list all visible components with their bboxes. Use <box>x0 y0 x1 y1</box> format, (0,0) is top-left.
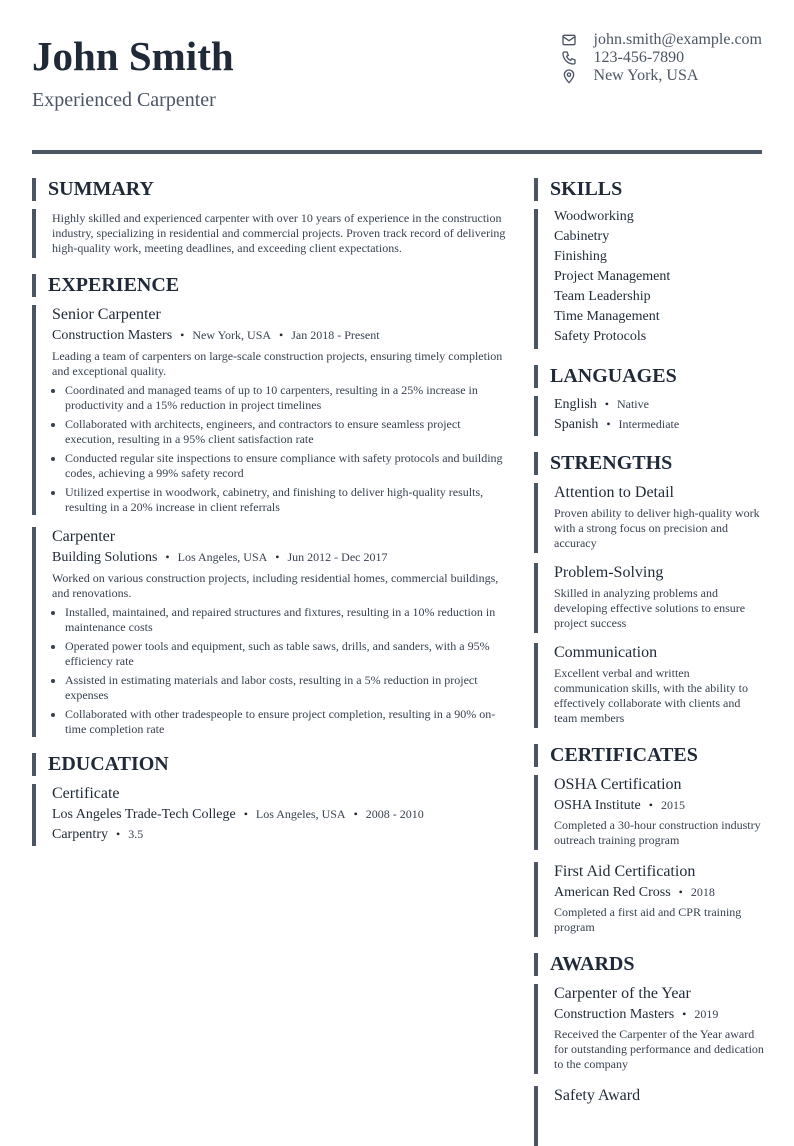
job-description: Worked on various construction projects, including residential homes, commercial buildings, and renovations. <box>52 571 499 600</box>
separator: • <box>275 550 280 564</box>
job-title: Carpenter <box>52 528 116 545</box>
skill-item: Project Management <box>554 269 671 284</box>
strength-title: Problem-Solving <box>554 564 664 581</box>
education-field-row <box>52 826 512 843</box>
job-meta <box>52 327 512 344</box>
school-location: Los Angeles, USA <box>255 807 346 821</box>
language-name: Spanish <box>554 417 599 432</box>
job-title: Senior Carpenter <box>52 306 161 323</box>
mail-icon <box>561 32 577 48</box>
job-bullet: • Operated power tools and equipment, such as table saws, drills, and sanders, with a 95% efficiency rate <box>65 639 512 669</box>
separator: • <box>353 807 358 821</box>
strength-description: Proven ability to deliver high-quality work with a strong focus on precision and accuracy <box>554 506 760 550</box>
field-of-study: Carpentry <box>52 827 108 842</box>
award-item <box>534 984 764 1074</box>
separator: • <box>682 1007 687 1021</box>
contact-phone[interactable] <box>561 49 762 67</box>
certificate-description: Completed a first aid and CPR training program <box>554 905 742 934</box>
education-item <box>32 784 512 846</box>
certificate-title: OSHA Certification <box>554 776 682 793</box>
job-bullet: • Assisted in estimating materials and labor costs, resulting in a 5% reduction in project expenses <box>65 673 512 703</box>
strength-description: Excellent verbal and written communication skills, with the ability to effectively collaborate with clients and team members <box>554 666 748 725</box>
job-bullet: • Collaborated with architects, engineers, and contractors to ensure seamless project execution, resulting in a 95% client satisfaction rate <box>65 417 512 447</box>
separator: • <box>115 827 121 841</box>
experience-item <box>32 527 512 737</box>
languages-list <box>534 396 764 436</box>
summary-block <box>32 209 512 258</box>
skill-item: Team Leadership <box>554 289 651 304</box>
language-item <box>554 416 764 436</box>
separator: • <box>606 417 611 431</box>
award-description: Received the Carpenter of the Year award for outstanding performance and dedication to the company <box>554 1027 764 1071</box>
strength-item <box>534 483 764 553</box>
separator: • <box>243 807 248 821</box>
main-column <box>32 178 512 846</box>
separator: • <box>165 550 170 564</box>
awards-heading: AWARDS <box>534 953 764 976</box>
contact-email[interactable] <box>561 31 762 49</box>
strength-title: Attention to Detail <box>554 484 674 501</box>
award-meta <box>554 1006 764 1023</box>
gpa: 3.5 <box>128 827 144 841</box>
certificates-heading: CERTIFICATES <box>534 744 764 767</box>
separator: • <box>279 328 284 342</box>
award-title: Safety Award <box>554 1087 641 1104</box>
job-location: New York, USA <box>192 328 272 342</box>
summary-text: Highly skilled and experienced carpenter with over 10 years of experience in the construction industry, specializing in residential and commercial projects. Proven track record of delivering high-quality work, meeting deadlines, and exceeding client expectations. <box>52 211 506 255</box>
job-bullet: • Coordinated and managed teams of up to 10 carpenters, resulting in a 25% increase in productivity and a 15% reduction in project timelines <box>65 383 512 413</box>
separator: • <box>180 328 185 342</box>
award-item <box>534 1086 764 1146</box>
skills-heading: SKILLS <box>534 178 764 201</box>
certificate-meta <box>554 884 764 901</box>
certificate-description: Completed a 30-hour construction industry outreach training program <box>554 818 761 847</box>
certificate-title: First Aid Certification <box>554 863 696 880</box>
candidate-name: John Smith <box>32 33 234 79</box>
location-pin-icon <box>561 68 577 84</box>
summary-heading: SUMMARY <box>32 178 512 201</box>
experience-heading: EXPERIENCE <box>32 274 512 297</box>
phone-text: 123-456-7890 <box>593 49 685 66</box>
header-divider <box>32 150 762 154</box>
language-item <box>554 396 764 416</box>
award-title: Carpenter of the Year <box>554 985 691 1002</box>
education-meta <box>52 806 512 823</box>
language-name: English <box>554 397 597 412</box>
certificate-year: 2018 <box>690 885 715 899</box>
skills-list <box>534 209 764 349</box>
email-text: john.smith@example.com <box>593 31 762 48</box>
languages-heading: LANGUAGES <box>534 365 764 388</box>
skill-item: Safety Protocols <box>554 329 647 344</box>
degree: Certificate <box>52 785 120 802</box>
award-issuer: Construction Masters <box>554 1007 675 1022</box>
strength-item <box>534 563 764 633</box>
skill-item: Woodworking <box>554 209 634 224</box>
strength-title: Communication <box>554 644 658 661</box>
job-meta <box>52 549 512 566</box>
certificate-issuer: OSHA Institute <box>554 798 641 813</box>
job-dates: Jan 2018 - Present <box>291 328 380 342</box>
job-description: Leading a team of carpenters on large-scale construction projects, ensuring timely completion and exceptional quality. <box>52 349 503 378</box>
certificate-year: 2015 <box>660 798 685 812</box>
job-dates: Jun 2012 - Dec 2017 <box>287 550 388 564</box>
certificate-meta <box>554 797 764 814</box>
certificate-issuer: American Red Cross <box>554 885 671 900</box>
strength-item <box>534 643 764 728</box>
certificate-item <box>534 862 764 937</box>
resume-header <box>32 30 762 120</box>
certificate-item <box>534 775 764 850</box>
job-bullet: • Utilized expertise in woodwork, cabinetry, and finishing to deliver high-quality results, resulting in a 20% increase in client referrals <box>65 485 512 515</box>
strengths-heading: STRENGTHS <box>534 452 764 475</box>
contact-location <box>561 67 762 85</box>
job-bullets <box>52 605 512 737</box>
school-name: Los Angeles Trade-Tech College <box>52 807 236 822</box>
strength-description: Skilled in analyzing problems and developing effective solutions to ensure project success <box>554 586 746 630</box>
contact-info <box>561 31 762 85</box>
skill-item: Time Management <box>554 309 660 324</box>
job-bullet: • Conducted regular site inspections to ensure compliance with safety protocols and building codes, achieving a 99% safety record <box>65 451 512 481</box>
job-bullets <box>52 383 512 515</box>
sidebar-column <box>534 178 764 1146</box>
job-bullet: • Installed, maintained, and repaired structures and fixtures, resulting in a 10% reduction in maintenance costs <box>65 605 512 635</box>
award-year: 2019 <box>694 1007 719 1021</box>
education-heading: EDUCATION <box>32 753 512 776</box>
company-name: Building Solutions <box>52 550 158 565</box>
language-level: Intermediate <box>618 417 680 431</box>
separator: • <box>648 798 653 812</box>
language-level: Native <box>616 397 649 411</box>
skill-item: Cabinetry <box>554 229 610 244</box>
candidate-title: Experienced Carpenter <box>32 89 216 111</box>
experience-item <box>32 305 512 515</box>
job-bullet: • Collaborated with other tradespeople to ensure project completion, resulting in a 90% on-time completion rate <box>65 707 512 737</box>
separator: • <box>678 885 683 899</box>
separator: • <box>604 397 609 411</box>
education-dates: 2008 - 2010 <box>365 807 424 821</box>
job-location: Los Angeles, USA <box>177 550 268 564</box>
company-name: Construction Masters <box>52 328 173 343</box>
skill-item: Finishing <box>554 249 607 264</box>
location-text: New York, USA <box>593 67 699 84</box>
phone-icon <box>561 50 577 66</box>
